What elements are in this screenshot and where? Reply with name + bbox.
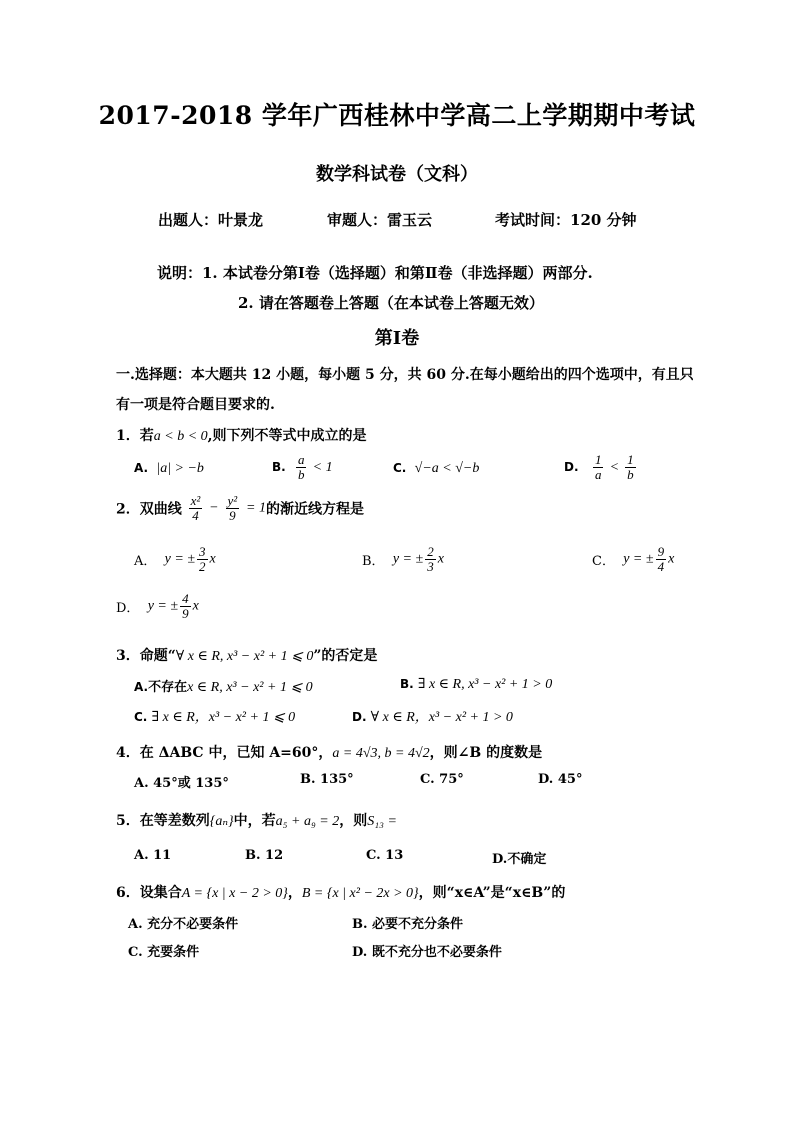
- q1-option-b: B. $\frac{a}{b}$ < 1: [272, 452, 333, 482]
- note-line-2: 2. 请在答题卷上答题（在本试卷上答题无效）: [238, 294, 544, 312]
- q4-option-c: C. 75°: [420, 772, 464, 787]
- q2-option-b: B． y = ± $\frac{2}{3}$ x: [362, 544, 444, 574]
- question-4-stem: 4．在 ΔABC 中，已知 A=60°，a = 4√3, b = 4√2，则∠B 的度数是: [116, 745, 543, 761]
- q5-option-d: D.不确定: [492, 852, 547, 867]
- q2-option-a: A． y = ± $\frac{3}{2}$ x: [134, 544, 216, 574]
- author-label: 出题人：叶景龙: [158, 211, 264, 229]
- section-instructions-line-1: 一.选择题：本大题共 12 小题，每小题 5 分，共 60 分.在每小题给出的四个选项中，有且只: [116, 367, 694, 383]
- q3-option-a: A.不存在x ∈ R, x³ − x² + 1 ⩽ 0: [134, 680, 313, 695]
- q4-option-d: D. 45°: [538, 772, 583, 787]
- q2-option-d: D． y = ± $\frac{4}{9}$ x: [116, 591, 199, 621]
- exam-subtitle: 数学科试卷（文科）: [316, 164, 478, 185]
- q4-option-b: B. 135°: [300, 772, 354, 787]
- q6-option-b: B. 必要不充分条件: [352, 917, 464, 932]
- q3-option-d: D. ∀ x ∈ R，x³ − x² + 1 > 0: [352, 710, 513, 725]
- question-2-stem: 2．双曲线 $\frac{\text{x²}}{4}$ − $\frac{\text{y²}}{9}$ = 1的渐近线方程是: [116, 493, 364, 523]
- note-line-1: 说明：1. 本试卷分第Ⅰ卷（选择题）和第Ⅱ卷（非选择题）两部分.: [157, 264, 593, 282]
- volume-heading: 第Ⅰ卷: [374, 328, 420, 349]
- question-6-stem: 6．设集合A = {x | x − 2 > 0}，B = {x | x² − 2x > 0}，则“x∈A”是“x∈B”的: [116, 885, 566, 901]
- q6-option-d: D. 既不充分也不必要条件: [352, 945, 502, 960]
- question-5-stem: 5．在等差数列{aₙ}中，若a₅ + a₉ = 2，则S₁₃ =: [116, 813, 397, 829]
- duration-label: 考试时间：120 分钟: [495, 211, 637, 229]
- q2-option-c: C． y = ± $\frac{9}{4}$ x: [592, 544, 675, 574]
- q1-option-c: C. √−a < √−b: [393, 461, 480, 476]
- section-instructions-line-2: 有一项是符合题目要求的.: [116, 397, 275, 413]
- question-3-stem: 3．命题“∀ x ∈ R, x³ − x² + 1 ⩽ 0”的否定是: [116, 648, 378, 664]
- q4-option-a: A. 45°或 135°: [134, 776, 229, 791]
- q5-option-c: C. 13: [366, 848, 404, 863]
- q3-option-b: B. ∃ x ∈ R, x³ − x² + 1 > 0: [400, 677, 553, 692]
- exam-title: 2017-2018 学年广西桂林中学高二上学期期中考试: [98, 101, 696, 130]
- q3-option-c: C. ∃ x ∈ R，x³ − x² + 1 ⩽ 0: [134, 710, 296, 725]
- question-1-stem: 1．若a < b < 0,则下列不等式中成立的是: [116, 428, 367, 444]
- q6-option-c: C. 充要条件: [128, 945, 200, 960]
- q1-option-d: D. $\frac{1}{a}$ < $\frac{1}{b}$: [564, 452, 634, 482]
- q5-option-a: A. 11: [134, 848, 172, 863]
- q5-option-b: B. 12: [245, 848, 284, 863]
- q6-option-a: A. 充分不必要条件: [128, 917, 239, 932]
- q1-option-a: A. |a| > −b: [134, 461, 204, 476]
- reviewer-label: 审题人：雷玉云: [327, 211, 433, 229]
